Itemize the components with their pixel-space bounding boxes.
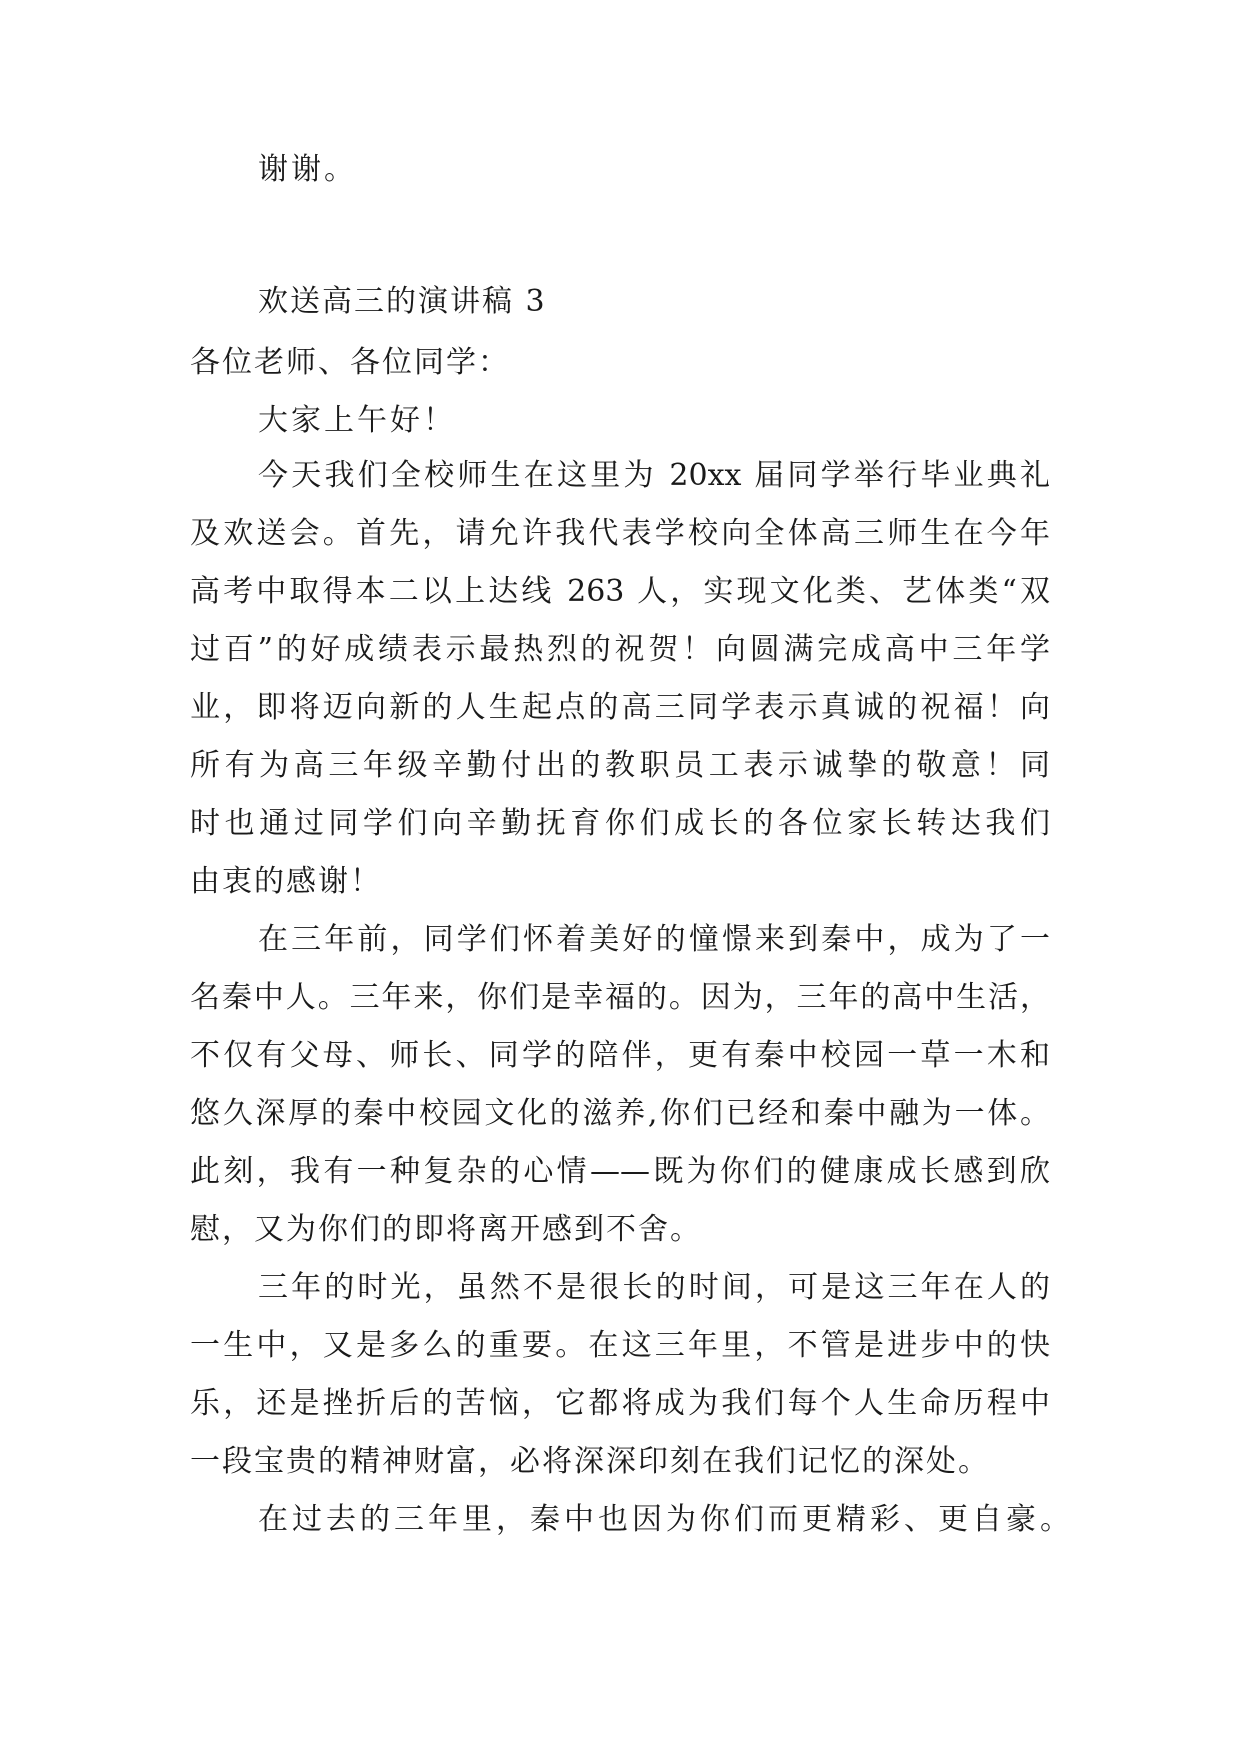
paragraph-2-line-3: 不仅有父母、师长、同学的陪伴，更有秦中校园一草一木和	[190, 1038, 1050, 1073]
paragraph-1-line-3: 高考中取得本二以上达线 263 人，实现文化类、艺体类“双	[190, 574, 1050, 609]
greeting-text: 大家上午好！	[258, 403, 456, 438]
paragraph-2-line-1: 在三年前，同学们怀着美好的憧憬来到秦中，成为了一	[258, 922, 1050, 957]
paragraph-3-line-4: 一段宝贵的精神财富，必将深深印刻在我们记忆的深处。	[190, 1444, 990, 1479]
paragraph-2-line-4: 悠久深厚的秦中校园文化的滋养,你们已经和秦中融为一体。	[190, 1096, 1050, 1131]
closing-text: 谢谢。	[258, 152, 357, 187]
paragraph-1-line-6: 所有为高三年级辛勤付出的教职员工表示诚挚的敬意！同	[190, 748, 1050, 783]
paragraph-2-line-2: 名秦中人。三年来，你们是幸福的。因为，三年的高中生活，	[190, 980, 1050, 1015]
paragraph-4-line-1: 在过去的三年里，秦中也因为你们而更精彩、更自豪。	[258, 1502, 1070, 1537]
paragraph-3-line-3: 乐，还是挫折后的苦恼，它都将成为我们每个人生命历程中	[190, 1386, 1050, 1421]
paragraph-2-line-5: 此刻，我有一种复杂的心情——既为你们的健康成长感到欣	[190, 1154, 1050, 1189]
paragraph-2-line-6: 慰，又为你们的即将离开感到不舍。	[190, 1212, 702, 1247]
paragraph-1-line-7: 时也通过同学们向辛勤抚育你们成长的各位家长转达我们	[190, 806, 1050, 841]
paragraph-1-line-5: 业，即将迈向新的人生起点的高三同学表示真诚的祝福！向	[190, 690, 1050, 725]
paragraph-1-line-8: 由衷的感谢！	[190, 864, 382, 899]
paragraph-3-line-1: 三年的时光，虽然不是很长的时间，可是这三年在人的	[258, 1270, 1050, 1305]
paragraph-1-line-1: 今天我们全校师生在这里为 20xx 届同学举行毕业典礼	[258, 458, 1050, 493]
paragraph-1-line-2: 及欢送会。首先，请允许我代表学校向全体高三师生在今年	[190, 516, 1050, 551]
paragraph-3-line-2: 一生中，又是多么的重要。在这三年里，不管是进步中的快	[190, 1328, 1050, 1363]
speech-title: 欢送高三的演讲稿 3	[258, 284, 547, 319]
paragraph-1-line-4: 过百”的好成绩表示最热烈的祝贺！向圆满完成高中三年学	[190, 632, 1050, 667]
salutation-text: 各位老师、各位同学：	[190, 345, 510, 380]
